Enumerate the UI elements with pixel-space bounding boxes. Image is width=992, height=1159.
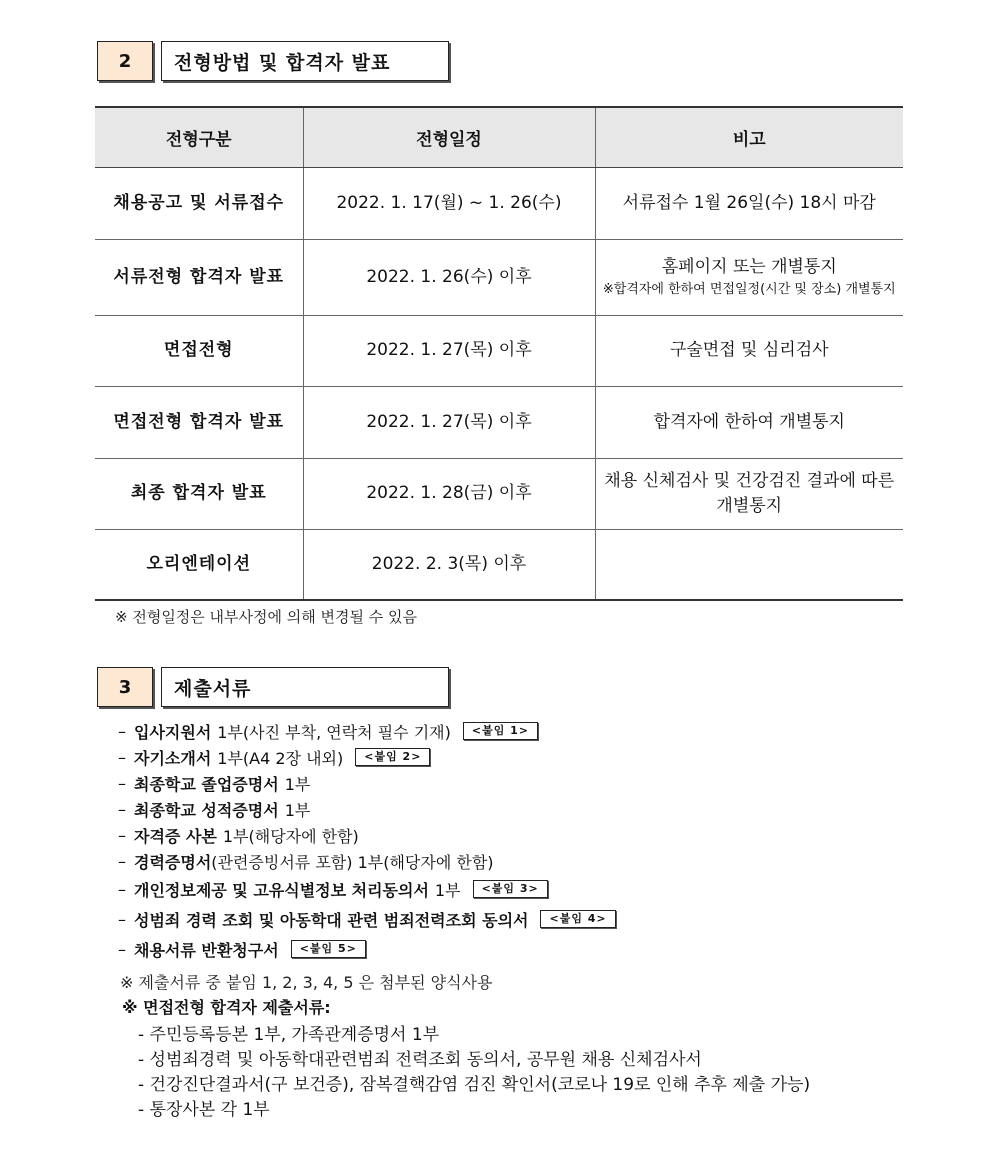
list-dash: – <box>118 909 126 929</box>
doc-name: 자격증 사본 <box>134 826 217 846</box>
doc-detail: 1부(해당자에 한함) <box>222 826 359 846</box>
list-item <box>118 904 616 934</box>
remark-note: ※합격자에 한하여 면접일정(시간 및 장소) 개별통지 <box>602 282 896 298</box>
list-dash: – <box>118 879 126 899</box>
doc-detail: (관련증빙서류 포함) 1부(해당자에 한함) <box>211 852 494 872</box>
remark-cell: 합격자에 한하여 개별통지 <box>595 387 903 459</box>
doc-name: 자기소개서 <box>134 748 212 768</box>
section-3-title: 제출서류 <box>161 667 449 707</box>
stage-cell: 면접전형 합격자 발표 <box>95 387 303 459</box>
attachment-tag: <붙임 4> <box>540 910 615 928</box>
attachment-tag: <붙임 2> <box>355 748 430 766</box>
remark-cell: 구술면접 및 심리검사 <box>595 316 903 387</box>
schedule-note: ※ 전형일정은 내부사정에 의해 변경될 수 있음 <box>115 608 417 626</box>
attachments-note: ※ 제출서류 중 붙임 1, 2, 3, 4, 5 은 첨부된 양식사용 <box>120 973 493 992</box>
interview-docs-list <box>138 1020 810 1120</box>
doc-detail: 1부(A4 2장 내외) <box>217 748 344 768</box>
table-header-row <box>95 107 903 168</box>
list-item <box>118 874 616 904</box>
header-schedule: 전형일정 <box>303 107 595 168</box>
table-row <box>95 387 903 459</box>
list-item <box>118 822 616 848</box>
section-2-title: 전형방법 및 합격자 발표 <box>161 41 449 81</box>
stage-cell: 채용공고 및 서류접수 <box>95 168 303 240</box>
section-3-number: 3 <box>97 667 153 707</box>
stage-cell: 서류전형 합격자 발표 <box>95 240 303 316</box>
schedule-cell: 2022. 2. 3(목) 이후 <box>303 530 595 600</box>
doc-detail: 1부 <box>284 800 311 820</box>
table-row <box>95 530 903 600</box>
stage-cell: 면접전형 <box>95 316 303 387</box>
section-2-number: 2 <box>97 41 153 81</box>
remark-cell: 채용 신체검사 및 건강검진 결과에 따른 개별통지 <box>595 459 903 530</box>
schedule-cell: 2022. 1. 27(목) 이후 <box>303 316 595 387</box>
table-row <box>95 316 903 387</box>
list-item: - 주민등록등본 1부, 가족관계증명서 1부 <box>138 1025 440 1045</box>
doc-name: 성범죄 경력 조회 및 아동학대 관련 범죄전력조회 동의서 <box>134 910 529 930</box>
table-row <box>95 168 903 240</box>
list-dash: – <box>118 939 126 959</box>
list-dash: – <box>118 851 126 871</box>
documents-list <box>118 718 616 964</box>
list-dash: – <box>118 825 126 845</box>
list-dash: – <box>118 799 126 819</box>
schedule-table <box>95 106 903 601</box>
section-3-header <box>97 667 449 709</box>
doc-name: 입사지원서 <box>134 722 212 742</box>
schedule-cell: 2022. 1. 17(월) ~ 1. 26(수) <box>303 168 595 240</box>
schedule-cell: 2022. 1. 28(금) 이후 <box>303 459 595 530</box>
list-item <box>118 848 616 874</box>
doc-name: 최종학교 졸업증명서 <box>134 774 279 794</box>
attachment-tag: <붙임 5> <box>291 940 366 958</box>
header-stage: 전형구분 <box>95 107 303 168</box>
schedule-cell: 2022. 1. 26(수) 이후 <box>303 240 595 316</box>
section-2-header <box>97 41 449 83</box>
table-row <box>95 459 903 530</box>
remark-cell <box>595 530 903 600</box>
doc-name: 경력증명서 <box>134 852 212 872</box>
remark-cell <box>595 240 903 316</box>
stage-cell: 오리엔테이션 <box>95 530 303 600</box>
table-row <box>95 240 903 316</box>
list-dash: – <box>118 747 126 767</box>
attachment-tag: <붙임 3> <box>473 880 548 898</box>
doc-detail: 1부(사진 부착, 연락처 필수 기재) <box>217 722 451 742</box>
list-item <box>118 770 616 796</box>
list-item <box>118 744 616 770</box>
remark-main: 홈페이지 또는 개별통지 <box>661 256 837 277</box>
list-item: - 성범죄경력 및 아동학대관련범죄 전력조회 동의서, 공무원 채용 신체검사서 <box>138 1050 702 1070</box>
list-item: - 건강진단결과서(구 보건증), 잠복결핵감염 검진 확인서(코로나 19로 인해 추후 제출 가능) <box>138 1075 811 1095</box>
list-item <box>118 718 616 744</box>
stage-cell: 최종 합격자 발표 <box>95 459 303 530</box>
doc-name: 채용서류 반환청구서 <box>134 940 279 960</box>
remark-cell: 서류접수 1월 26일(수) 18시 마감 <box>595 168 903 240</box>
list-item <box>118 934 616 964</box>
doc-name: 개인정보제공 및 고유식별정보 처리동의서 <box>134 880 429 900</box>
schedule-cell: 2022. 1. 27(목) 이후 <box>303 387 595 459</box>
interview-docs-title: ※ 면접전형 합격자 제출서류: <box>122 998 331 1017</box>
doc-detail: 1부 <box>434 880 461 900</box>
list-dash: – <box>118 721 126 741</box>
list-item <box>118 796 616 822</box>
attachment-tag: <붙임 1> <box>463 722 538 740</box>
header-remark: 비고 <box>595 107 903 168</box>
list-dash: – <box>118 773 126 793</box>
doc-name: 최종학교 성적증명서 <box>134 800 279 820</box>
list-item: - 통장사본 각 1부 <box>138 1100 270 1120</box>
doc-detail: 1부 <box>284 774 311 794</box>
